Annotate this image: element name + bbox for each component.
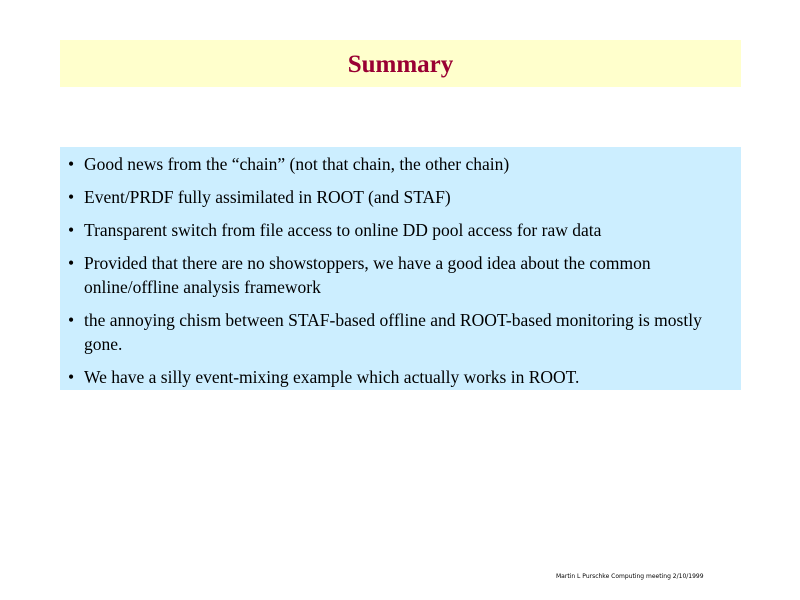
bullet-text: Event/PRDF fully assimilated in ROOT (and STAF) — [84, 187, 451, 207]
bullet-text: Transparent switch from file access to online DD pool access for raw data — [84, 220, 602, 240]
bullet-dot-icon: • — [68, 220, 75, 240]
bullet-text: Good news from the “chain” (not that chain, the other chain) — [84, 154, 510, 174]
bullet-dot-icon: • — [68, 367, 75, 387]
bullet-dot-icon: • — [68, 187, 75, 207]
bullet-item — [60, 308, 741, 356]
bullet-item — [60, 218, 741, 242]
bullet-list — [60, 147, 741, 389]
bullet-dot-icon: • — [68, 253, 75, 273]
bullet-dot-icon: • — [68, 310, 75, 330]
slide-title: Summary — [347, 50, 454, 78]
bullet-dot-icon: • — [68, 154, 75, 174]
slide-footer: Martin L Purschke Computing meeting 2/10/1999 — [556, 573, 704, 580]
bullet-text: We have a silly event-mixing example which actually works in ROOT. — [84, 367, 580, 387]
bullet-item — [60, 365, 741, 389]
bullet-text: the annoying chism between STAF-based offline and ROOT-based monitoring is mostly gone. — [84, 310, 702, 354]
title-band — [60, 40, 741, 87]
bullet-text: Provided that there are no showstoppers, we have a good idea about the common online/offline analysis framework — [84, 253, 651, 297]
bullet-item — [60, 185, 741, 209]
bullet-item — [60, 251, 741, 299]
content-box — [60, 147, 741, 390]
bullet-item — [60, 152, 741, 176]
